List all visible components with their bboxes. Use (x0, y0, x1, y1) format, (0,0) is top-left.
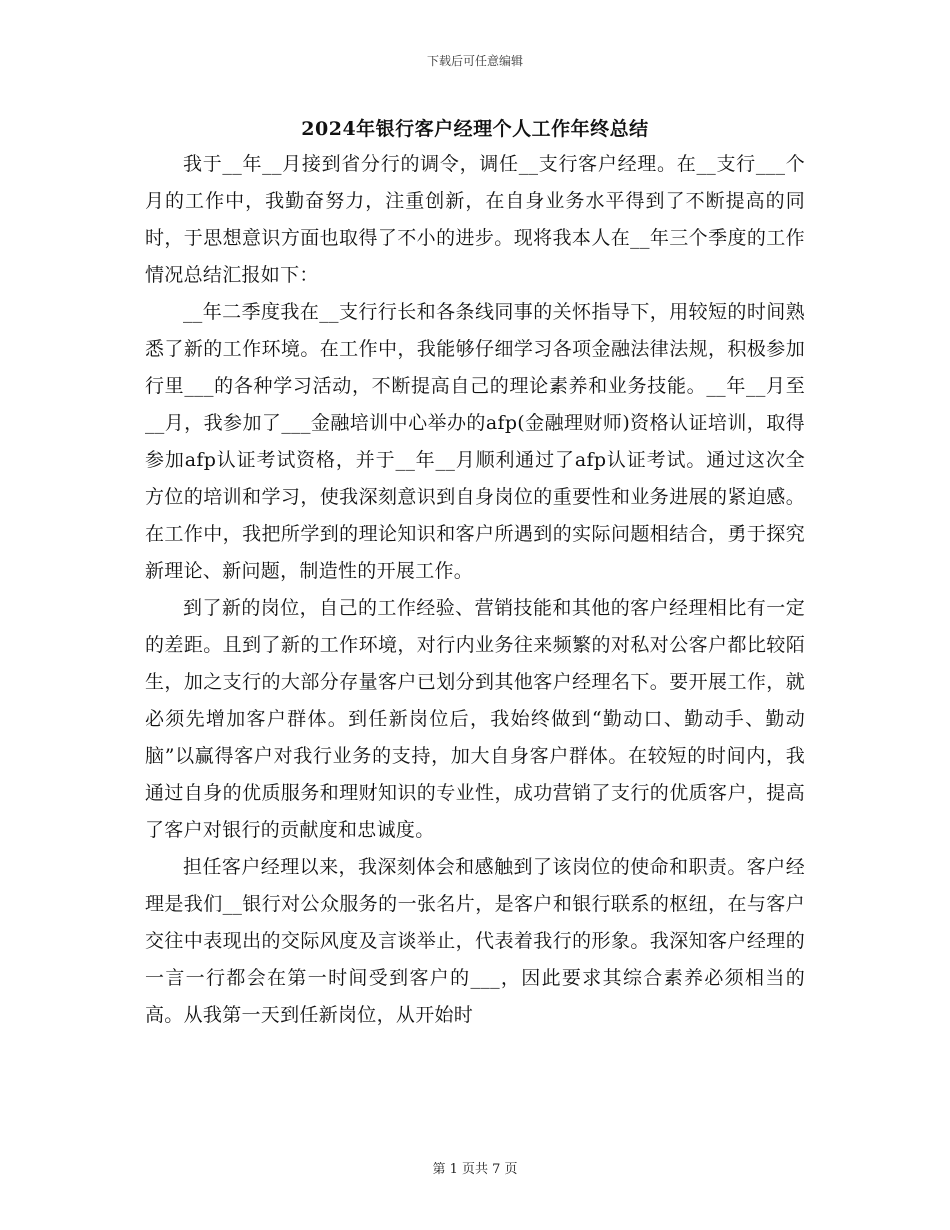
paragraph: 我于__年__月接到省分行的调令，调任__支行客户经理。在__支行___个月的工作中，我勤奋努力，注重创新，在自身业务水平得到了不断提高的同时，于思想意识方面也取得了不小的进步。现将我本人在__年三个季度的工作情况总结汇报如下： (145, 153, 805, 286)
paragraph: __年二季度我在__支行行长和各条线同事的关怀指导下，用较短的时间熟悉了新的工作环境。在工作中，我能够仔细学习各项金融法律法规，积极参加行里___的各种学习活动，不断提高自己的理论素养和业务技能。__年__月至__月，我参加了___金融培训中心举办的afp(金融理财师)资格认证培训，取得参加afp认证考试资格，并于__年__月顺利通过了afp认证考试。通过这次全方位的培训和学习，使我深刻意识到自身岗位的重要性和业务进展的紧迫感。在工作中，我把所学到的理论知识和客户所遇到的实际问题相结合，勇于探究新理论、新问题，制造性的开展工作。 (145, 301, 805, 582)
page-number: 第 1 页共 7 页 (432, 1162, 518, 1177)
paragraph: 担任客户经理以来，我深刻体会和感触到了该岗位的使命和职责。客户经理是我们__银行对公众服务的一张名片，是客户和银行联系的枢纽，在与客户交往中表现出的交际风度及言谈举止，代表着我行的形象。我深知客户经理的一言一行都会在第一时间受到客户的___，因此要求其综合素养必须相当的高。从我第一天到任新岗位，从开始时 (145, 856, 805, 1026)
document-title: 2024年银行客户经理个人工作年终总结 (301, 118, 649, 140)
page-header-note: 下载后可任意编辑 (426, 54, 523, 68)
document-body (145, 146, 805, 1034)
paragraph: 到了新的岗位，自己的工作经验、营销技能和其他的客户经理相比有一定的差距。且到了新的工作环境，对行内业务往来频繁的对私对公客户都比较陌生，加之支行的大部分存量客户已划分到其他客户经理名下。要开展工作，就必须先增加客户群体。到任新岗位后，我始终做到“勤动口、勤动手、勤动脑”以赢得客户对我行业务的支持，加大自身客户群体。在较短的时间内，我通过自身的优质服务和理财知识的专业性，成功营销了支行的优质客户，提高了客户对银行的贡献度和忠诚度。 (145, 597, 805, 841)
